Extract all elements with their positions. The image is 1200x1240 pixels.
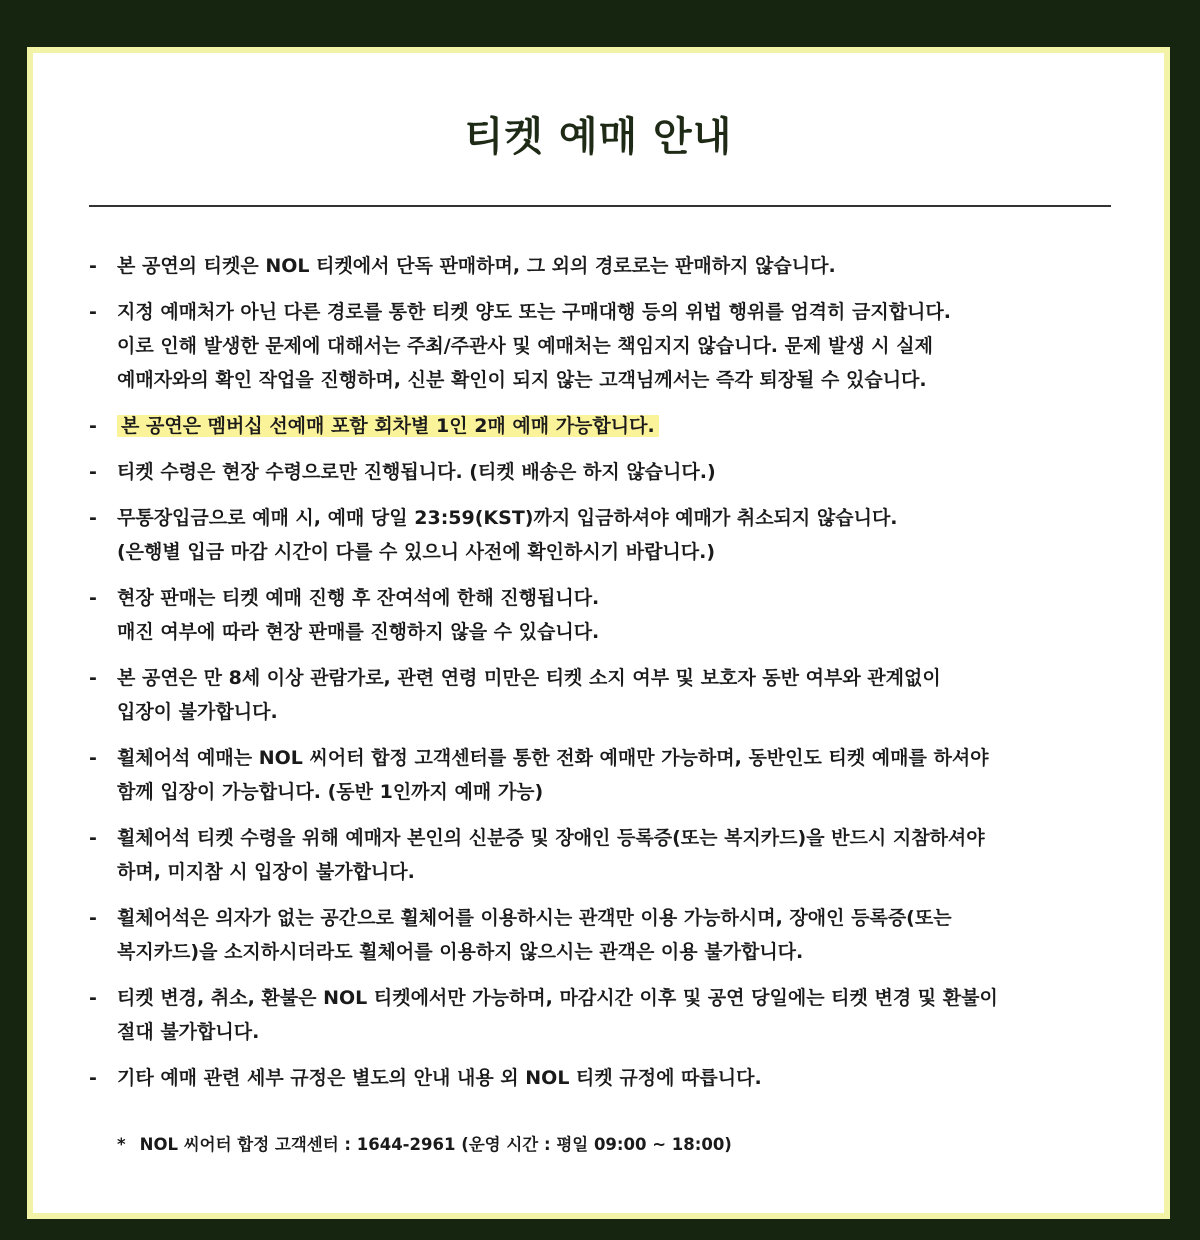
notice-line: 예매자와의 확인 작업을 진행하며, 신분 확인이 되지 않는 고객님께서는 즉각 퇴장될 수 있습니다. (117, 369, 927, 391)
notice-line: 기타 예매 관련 세부 규정은 별도의 안내 내용 외 NOL 티켓 규정에 따릅니다. (117, 1067, 762, 1089)
notice-item (89, 581, 1119, 649)
footnote-text: NOL 씨어터 합정 고객센터 : 1644-2961 (운영 시간 : 평일 09:00 ~ 18:00) (139, 1135, 732, 1154)
notice-item (89, 501, 1119, 569)
footnote-marker: * (117, 1135, 126, 1154)
notice-line: 이로 인해 발생한 문제에 대해서는 주최/주관사 및 예매처는 책임지지 않습니다. 문제 발생 시 실제 (117, 335, 933, 357)
notice-line: 본 공연의 티켓은 NOL 티켓에서 단독 판매하며, 그 외의 경로로는 판매하지 않습니다. (117, 255, 836, 277)
notice-item (89, 455, 1119, 489)
notice-line: 본 공연은 만 8세 이상 관람가로, 관련 연령 미만은 티켓 소지 여부 및 보호자 동반 여부와 관계없이 (117, 667, 941, 689)
bullet-dash: - (89, 587, 97, 609)
notice-item (89, 661, 1119, 729)
notice-line: 지정 예매처가 아닌 다른 경로를 통한 티켓 양도 또는 구매대행 등의 위법 행위를 엄격히 금지합니다. (117, 301, 951, 323)
notice-line: (은행별 입금 마감 시간이 다를 수 있으니 사전에 확인하시기 바랍니다.) (117, 541, 716, 563)
notice-item (89, 821, 1119, 889)
notice-line: 입장이 불가합니다. (117, 701, 278, 723)
bullet-dash: - (89, 461, 97, 483)
notice-line: 함께 입장이 가능합니다. (동반 1인까지 예매 가능) (117, 781, 544, 803)
bullet-dash: - (89, 255, 97, 277)
notice-list (89, 249, 1119, 1107)
title-divider (89, 205, 1111, 207)
customer-center-footnote (117, 1131, 732, 1155)
notice-line: 현장 판매는 티켓 예매 진행 후 잔여석에 한해 진행됩니다. (117, 587, 600, 609)
notice-item (89, 409, 1119, 443)
notice-item (89, 249, 1119, 283)
bullet-dash: - (89, 507, 97, 529)
notice-line: 무통장입금으로 예매 시, 예매 당일 23:59(KST)까지 입금하셔야 예매가 취소되지 않습니다. (117, 507, 898, 529)
bullet-dash: - (89, 987, 97, 1009)
notice-panel (33, 53, 1164, 1213)
bullet-dash: - (89, 301, 97, 323)
bullet-dash: - (89, 907, 97, 929)
bullet-dash: - (89, 1067, 97, 1089)
notice-item (89, 1061, 1119, 1095)
notice-line: 절대 불가합니다. (117, 1021, 260, 1043)
notice-line: 티켓 변경, 취소, 환불은 NOL 티켓에서만 가능하며, 마감시간 이후 및 공연 당일에는 티켓 변경 및 환불이 (117, 987, 998, 1009)
notice-item (89, 295, 1119, 397)
bullet-dash: - (89, 667, 97, 689)
notice-line: 하며, 미지참 시 입장이 불가합니다. (117, 861, 415, 883)
notice-line: 휠체어석은 의자가 없는 공간으로 휠체어를 이용하시는 관객만 이용 가능하시며, 장애인 등록증(또는 (117, 907, 952, 929)
notice-item (89, 981, 1119, 1049)
bullet-dash: - (89, 827, 97, 849)
notice-item (89, 741, 1119, 809)
highlighted-text: 본 공연은 멤버십 선예매 포함 회차별 1인 2매 예매 가능합니다. (117, 415, 659, 437)
bullet-dash: - (89, 747, 97, 769)
notice-line: 매진 여부에 따라 현장 판매를 진행하지 않을 수 있습니다. (117, 621, 600, 643)
notice-line: 티켓 수령은 현장 수령으로만 진행됩니다. (티켓 배송은 하지 않습니다.) (117, 461, 716, 483)
notice-line: 휠체어석 티켓 수령을 위해 예매자 본인의 신분증 및 장애인 등록증(또는 복지카드)을 반드시 지참하셔야 (117, 827, 985, 849)
notice-frame (27, 47, 1170, 1219)
notice-item (89, 901, 1119, 969)
notice-line: 복지카드)을 소지하시더라도 휠체어를 이용하지 않으시는 관객은 이용 불가합니다. (117, 941, 804, 963)
bullet-dash: - (89, 415, 97, 437)
page-title: 티켓 예매 안내 (464, 114, 733, 160)
notice-line: 휠체어석 예매는 NOL 씨어터 합정 고객센터를 통한 전화 예매만 가능하며, 동반인도 티켓 예매를 하셔야 (117, 747, 989, 769)
notice-line (117, 409, 1119, 443)
